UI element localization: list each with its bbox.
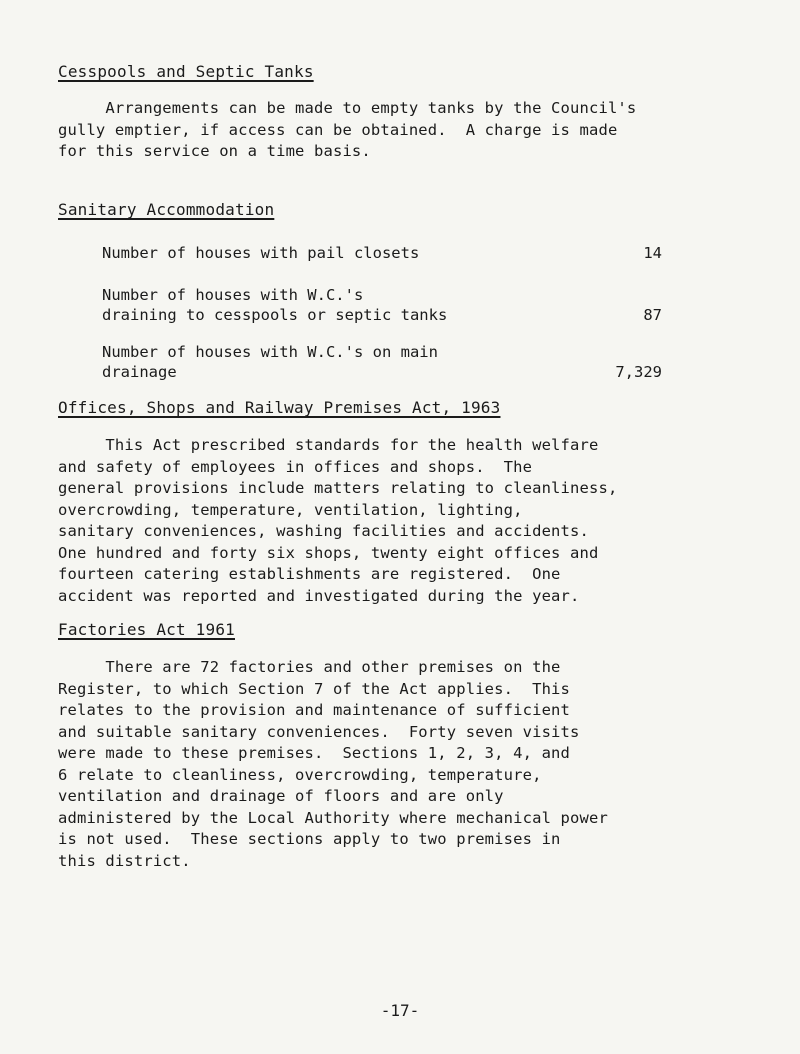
text-line: relates to the provision and maintenance of sufficient	[58, 701, 571, 719]
text-line: this district.	[58, 851, 191, 870]
text-line: and safety of employees in offices and shops. The	[58, 457, 533, 476]
paragraph-offices-shops-act	[58, 435, 758, 607]
row-wc-cesspools	[102, 285, 662, 325]
text-line: fourteen catering establishments are registered. One	[58, 565, 561, 583]
text-line: accident was reported and investigated during the year.	[58, 586, 580, 605]
row-value: 14	[643, 244, 662, 262]
text-line: 6 relate to cleanliness, overcrowding, temperature,	[58, 765, 542, 784]
paragraph-factories-act	[58, 657, 758, 872]
text-line: This Act prescribed standards for the health welfare	[58, 436, 599, 454]
text-line: overcrowding, temperature, ventilation, lighting,	[58, 500, 523, 519]
row-wc-main-drainage	[102, 342, 662, 382]
text-line: and suitable sanitary conveniences. Forty seven visits	[58, 722, 580, 741]
text-line: general provisions include matters relating to cleanliness,	[58, 479, 618, 497]
row-label: Number of houses with pail closets	[102, 244, 420, 262]
text-line: for this service on a time basis.	[58, 142, 371, 160]
text-line: gully emptier, if access can be obtained. A charge is made	[58, 120, 618, 139]
row-label: drainage	[102, 363, 177, 381]
text-line: One hundred and forty six shops, twenty eight offices and	[58, 543, 599, 562]
paragraph-cesspools	[58, 98, 758, 163]
text-line: ventilation and drainage of floors and are only	[58, 787, 504, 805]
row-label: Number of houses with W.C.'s on main	[102, 343, 438, 361]
heading-factories-act: Factories Act 1961	[58, 620, 235, 639]
text-line: sanitary conveniences, washing facilities and accidents.	[58, 522, 589, 540]
row-value: 7,329	[615, 363, 662, 381]
heading-cesspools: Cesspools and Septic Tanks	[58, 62, 314, 81]
heading-offices-shops-act: Offices, Shops and Railway Premises Act, 1963	[58, 398, 501, 417]
text-line: Register, to which Section 7 of the Act applies. This	[58, 679, 571, 698]
row-value: 87	[643, 306, 662, 324]
text-line: Arrangements can be made to empty tanks by the Council's	[58, 99, 637, 117]
page-number: -17-	[380, 1001, 420, 1020]
row-label: Number of houses with W.C.'s	[102, 286, 364, 304]
row-pail-closets	[102, 243, 662, 263]
heading-sanitary-accommodation: Sanitary Accommodation	[58, 200, 275, 219]
text-line: administered by the Local Authority where mechanical power	[58, 808, 608, 827]
text-line: were made to these premises. Sections 1, 2, 3, 4, and	[58, 744, 571, 762]
row-label: draining to cesspools or septic tanks	[102, 306, 448, 324]
text-line: There are 72 factories and other premises on the	[58, 658, 561, 676]
text-line: is not used. These sections apply to two premises in	[58, 830, 561, 848]
